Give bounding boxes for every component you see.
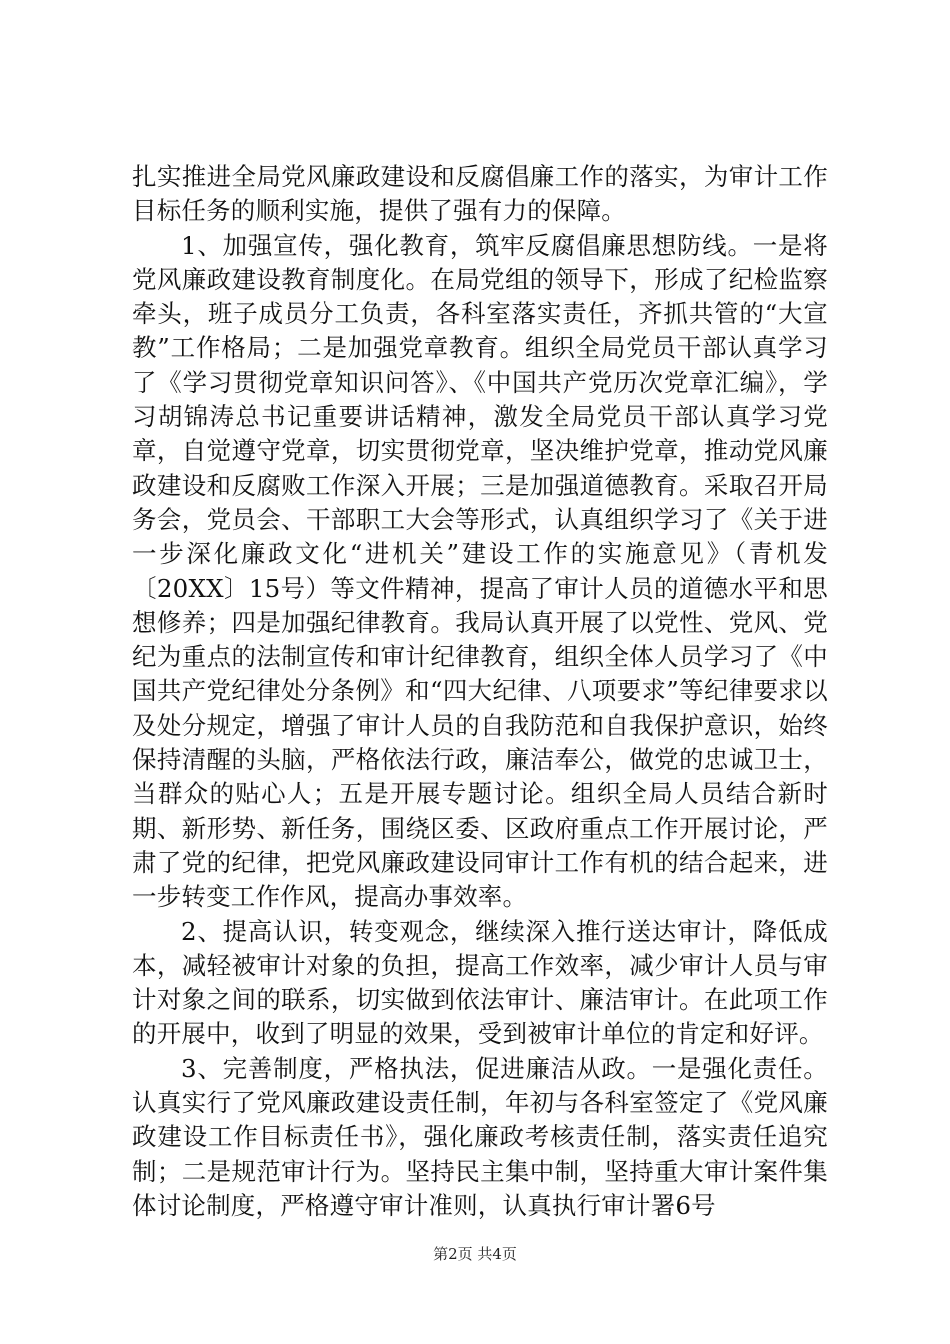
paragraph-item-2: 2、提高认识，转变观念，继续深入推行送达审计，降低成本，减轻被审计对象的负担，提高工作效率，减少审计人员与审计对象之间的联系，切实做到依法审计、廉洁审计。在此项工作的开展中，收到了明显的效果，受到被审计单位的肯定和好评。 bbox=[132, 916, 828, 1049]
page-footer: 第2页 共4页 bbox=[433, 1245, 517, 1263]
document-body bbox=[132, 160, 828, 1223]
paragraph-item-3: 3、完善制度，严格执法，促进廉洁从政。一是强化责任。认真实行了党风廉政建设责任制，年初与各科室签定了《党风廉政建设工作目标责任书》，强化廉政考核责任制，落实责任追究制；二是规范审计行为。坚持民主集中制，坚持重大审计案件集体讨论制度，严格遵守审计准则，认真执行审计署6号 bbox=[132, 1053, 828, 1220]
paragraph-item-1: 1、加强宣传，强化教育，筑牢反腐倡廉思想防线。一是将党风廉政建设教育制度化。在局党组的领导下，形成了纪检监察牵头，班子成员分工负责，各科室落实责任，齐抓共管的“大宣教”工作格局；二是加强党章教育。组织全局党员干部认真学习了《学习贯彻党章知识问答》、《中国共产党历次党章汇编》，学习胡锦涛总书记重要讲话精神，激发全局党员干部认真学习党章，自觉遵守党章，切实贯彻党章，坚决维护党章，推动党风廉政建设和反腐败工作深入开展；三是加强道德教育。采取召开局务会，党员会、干部职工大会等形式，认真组织学习了《关于进一步深化廉政文化“进机关”建设工作的实施意见》（青机发〔20XX〕15号）等文件精神，提高了审计人员的道德水平和思想修养；四是加强纪律教育。我局认真开展了以党性、党风、党纪为重点的法制宣传和审计纪律教育，组织全体人员学习了《中国共产党纪律处分条例》和“四大纪律、八项要求”等纪律要求以及处分规定，增强了审计人员的自我防范和自我保护意识，始终保持清醒的头脑，严格依法行政，廉洁奉公，做党的忠诚卫士，当群众的贴心人；五是开展专题讨论。组织全局人员结合新时期、新形势、新任务，围绕区委、区政府重点工作开展讨论，严肃了党的纪律，把党风廉政建设同审计工作有机的结合起来，进一步转变工作作风，提高办事效率。 bbox=[132, 230, 828, 912]
paragraph-continuation: 扎实推进全局党风廉政建设和反腐倡廉工作的落实，为审计工作目标任务的顺利实施，提供了强有力的保障。 bbox=[132, 162, 828, 226]
